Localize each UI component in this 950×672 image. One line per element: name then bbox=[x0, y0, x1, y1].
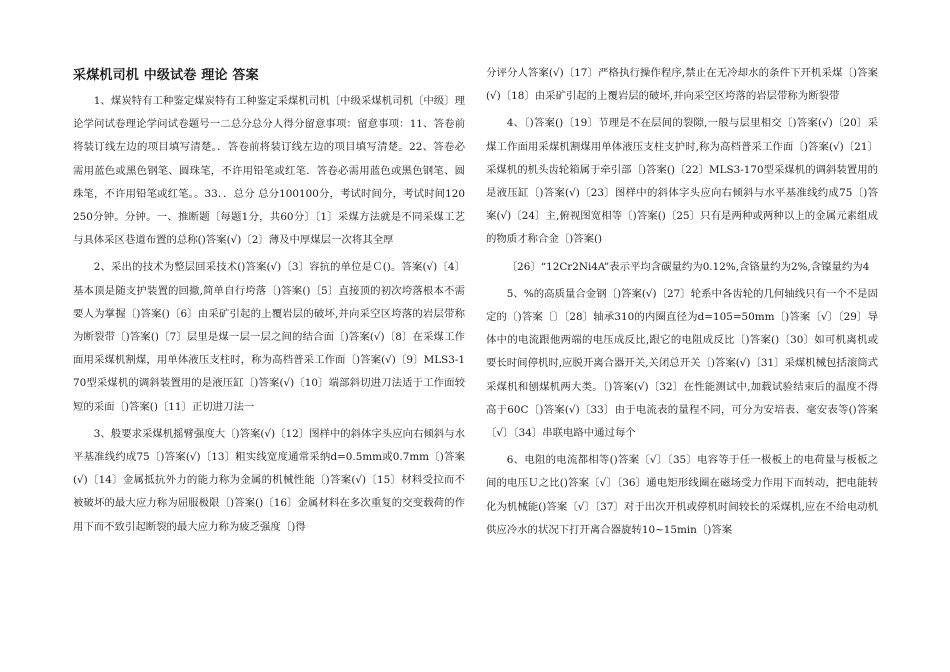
paragraph: 1、煤炭特有工种鉴定煤炭特有工种鉴定采煤机司机〔中级采煤机司机〔中级〕理论学问试卷理论学问试卷题号一二总分总分人得分留意事项：留意事项：11、答卷前将装订线左边的项目填写清楚。．答卷前将装订线左边的项目填写清楚。22、答卷必需用蓝色或黑色钢笔、圆珠笔，不许用铅笔或红笔．答卷必需用蓝色或黑色钢笔、圆珠笔，不许用铅笔或红笔。。33．．总分 总分100100分，考试时间分，考试时间120250分钟。分钟。一、推断题〔每题1分，共60分〕〔1〕采煤方法就是不同采煤工艺与具体采区巷道布置的总称()答案(√)〔2〕薄及中厚煤层一次将其全厚 bbox=[73, 95, 465, 247]
left-column bbox=[73, 62, 465, 543]
paragraph: 6、电阻的电流都相等()答案〔√〕〔35〕电容等于任一极板上的电荷量与板板之间的电压Ｕ之比()答案〔√〕〔36〕通电矩形线圈在磁场受力作用下而转动，把电能转化为机械能()答案〔√〕〔37〕对于出次开机或停机时间较长的采煤机,应在不给电动机供应冷水的状况下打开离合器旋转10~15min〔)答案 bbox=[486, 454, 878, 536]
paragraph: 4、〔)答案()〔19〕节理是不在层间的裂隙,一般与层里相交〔)答案(√)〔20〕采煤工作面用采煤机割煤用单体液压支柱支护时,称为高档普采工作面〔)答案(√)〔21〕采煤机的机头齿轮箱属于牵引部〔)答案()〔22〕MLS3-170型采煤机的调斜装置用的是液压缸〔)答案(√)〔23〕图样中的斜体字头应向右倾斜与水平基准线约成75〔)答案(√)〔24〕主,俯视图宽相等〔)答案()〔25〕只有是两种或两种以上的金属元素组成的物质才称合金〔)答案() bbox=[486, 117, 878, 246]
paragraph: 3、般要求采煤机摇臂强度大〔)答案(√)〔12〕图样中的斜体字头应向右倾斜与水平基准线约成75〔)答案(√)〔13〕粗实线宽度通常采纳d=0.5mm或0.7mm〔)答案(√)〔14〕金属抵抗外力的能力称为金属的机械性能〔)答案(√)〔15〕材料受拉而不被破坏的最大应力称为屈服极限〔)答案()〔16〕金属材料在多次重复的交变载荷的作用下而不致引起断裂的最大应力称为疲乏强度〔)得 bbox=[73, 427, 465, 533]
document-title: 采煤机司机 中级试卷 理论 答案 bbox=[73, 68, 259, 83]
right-column bbox=[486, 62, 878, 546]
paragraph: 〔26〕“12Cr2Ni4A”表示平均含碳量约为0.12%,含铬量约为2%,含镍量约为4 bbox=[506, 260, 870, 273]
paragraph: 2、采出的技术为整层回采技术()答案(√)〔3〕容抗的单位是Ｃ()。答案(√)〔4〕基本顶是随支护装置的回撤,简单自行垮落〔)答案()〔5〕直接顶的初次垮落根本不需要人为掌握〔)答案()〔6〕由采矿引起的上覆岩层的破坏,并向采空区垮落的岩层带称为断裂带〔)答案()〔7〕层里是煤一层一层之间的结合面〔)答案(√)〔8〕在采煤工作面用采煤机割煤，用单体液压支柱时，称为高档普采工作面〔)答案(√)〔9〕MLS3-170型采煤机的调斜装置用的是液压缸〔)答案(√)〔10〕端部斜切进刀法适于工作面较短的采面〔)答案()〔11〕正切进刀法一 bbox=[73, 261, 465, 413]
paragraph: 分评分人答案(√)〔17〕严格执行操作程序,禁止在无冷却水的条件下开机采煤〔)答案(√)〔18〕由采矿引起的上覆岩层的破坏,并向采空区垮落的岩层带称为断裂带 bbox=[486, 67, 878, 103]
paragraph: 5、%的高质量合金钢〔)答案(√)〔27〕轮系中各齿轮的几何轴线只有一个不是固定的〔)答案〔〕〔28〕轴承310的内圈直径为d=105=50mm〔)答案〔√〕〔29〕导体中的电流跟他两端的电压成反比,跟它的电阻成反比〔)答案()〔30〕如可机离机或要长时间停机时,应脱开离合器开关,关闭总开关〔)答案(√)〔31〕采煤机械包括滚筒式采煤机和刨煤机两大类。〔)答案(√)〔32〕在性能测试中,加载试验结束后的温度不得高于60C〔)答案(√)〔33〕由于电流表的量程不同，可分为安培表、毫安表等()答案〔√〕〔34〕串联电路中通过每个 bbox=[486, 287, 878, 440]
